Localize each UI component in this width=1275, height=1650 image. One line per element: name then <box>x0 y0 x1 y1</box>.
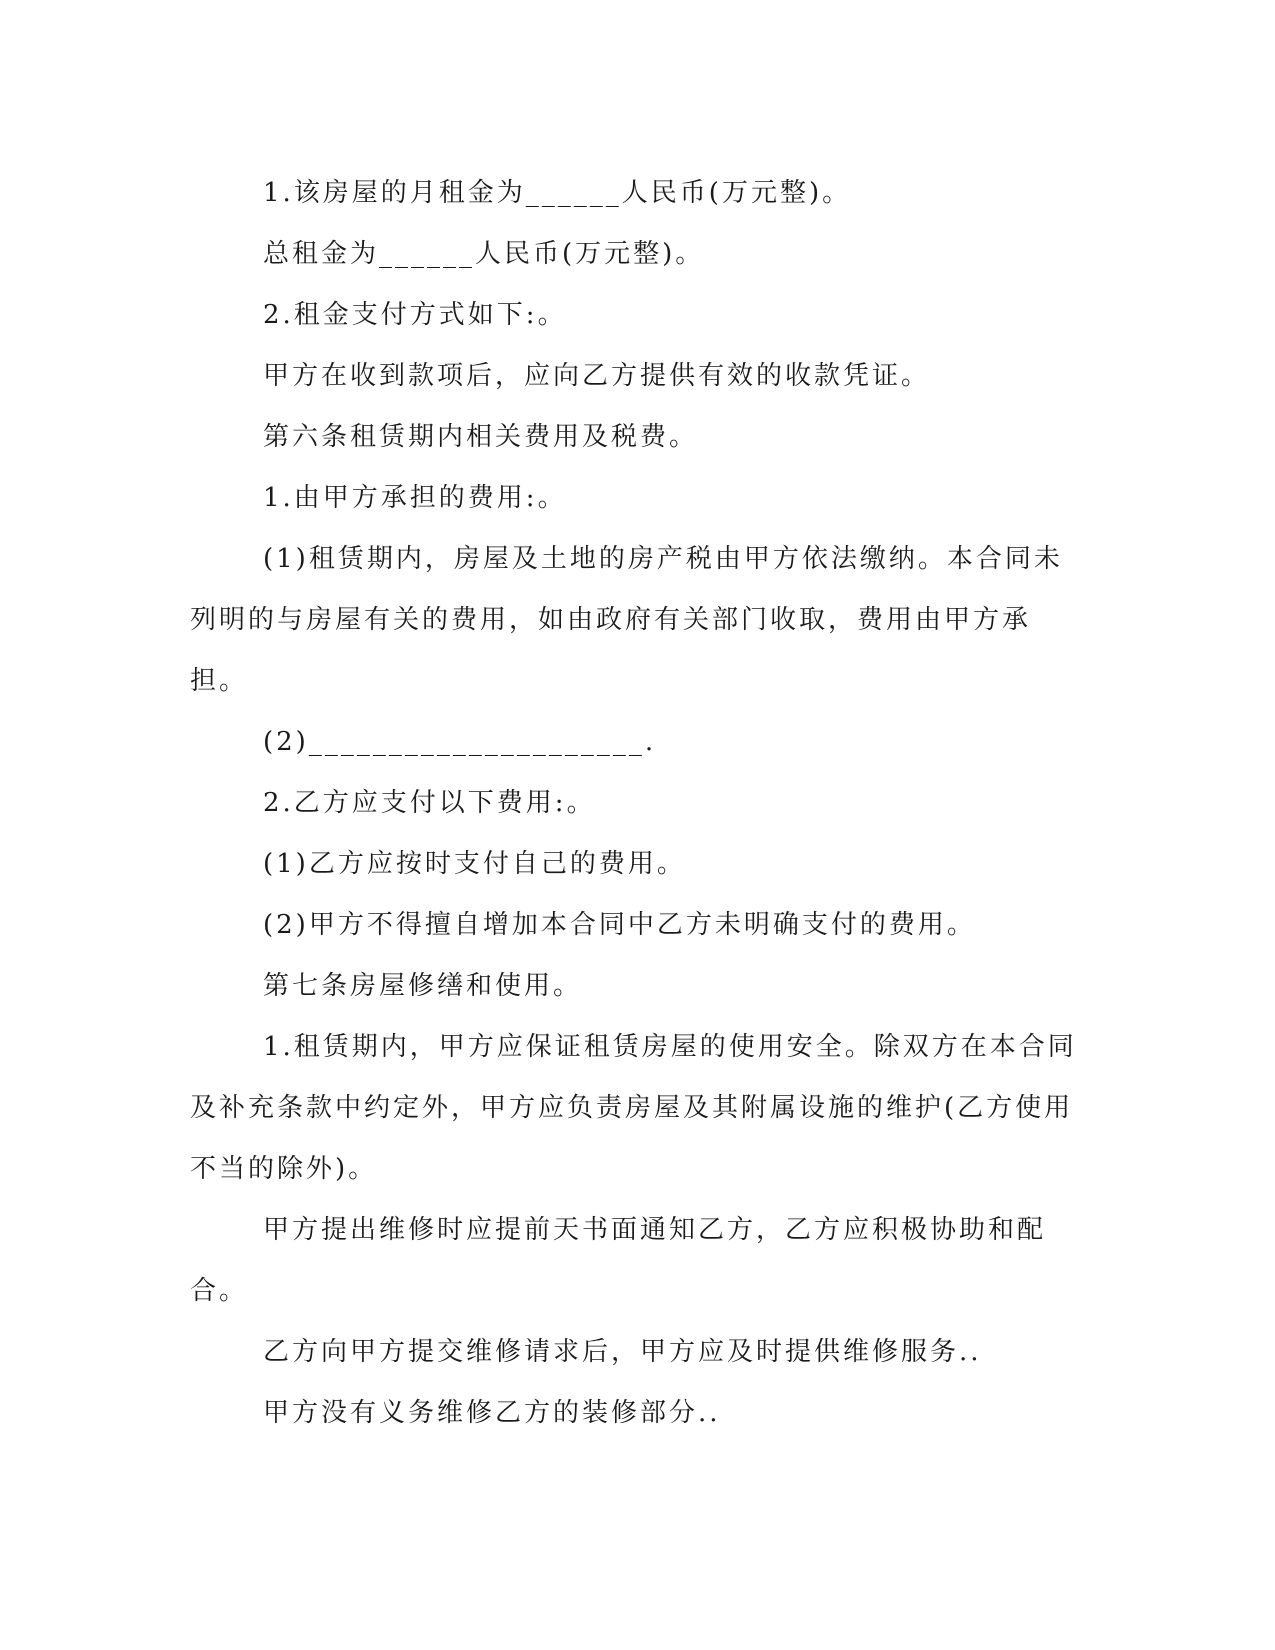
paragraph-maintenance: 1.租赁期内，甲方应保证租赁房屋的使用安全。除双方在本合同及补充条款中约定外，甲方应负责房屋及其附属设施的维护(乙方使用不当的除外)。 <box>190 1032 1077 1184</box>
paragraph-property-tax: (1)租赁期内，房屋及土地的房产税由甲方依法缴纳。本合同未列明的与房屋有关的费用，如由政府有关部门收取，费用由甲方承担。 <box>190 544 1063 696</box>
paragraph-pay-on-time: (1)乙方应按时支付自己的费用。 <box>263 849 686 879</box>
paragraph-decoration: 甲方没有义务维修乙方的装修部分.. <box>263 1398 721 1428</box>
heading-article-seven: 第七条房屋修缮和使用。 <box>263 971 583 1001</box>
paragraph-receipt: 甲方在收到款项后，应向乙方提供有效的收款凭证。 <box>263 361 931 391</box>
heading-article-six: 第六条租赁期内相关费用及税费。 <box>263 422 699 452</box>
paragraph-total-rent: 总租金为______人民币(万元整)。 <box>263 239 705 269</box>
paragraph-monthly-rent: 1.该房屋的月租金为______人民币(万元整)。 <box>263 178 852 208</box>
paragraph-party-b-fees: 2.乙方应支付以下费用:。 <box>263 788 596 818</box>
paragraph-no-extra-fees: (2)甲方不得擅自增加本合同中乙方未明确支付的费用。 <box>263 910 976 940</box>
paragraph-party-a-fees: 1.由甲方承担的费用:。 <box>263 483 567 513</box>
paragraph-repair-notice: 甲方提出维修时应提前天书面通知乙方，乙方应积极协助和配合。 <box>190 1215 1047 1306</box>
paragraph-blank-item: (2)_____________________. <box>263 727 657 757</box>
document-body <box>190 163 1078 1444</box>
paragraph-payment-method: 2.租金支付方式如下:。 <box>263 300 567 330</box>
paragraph-repair-request: 乙方向甲方提交维修请求后，甲方应及时提供维修服务.. <box>263 1337 982 1367</box>
